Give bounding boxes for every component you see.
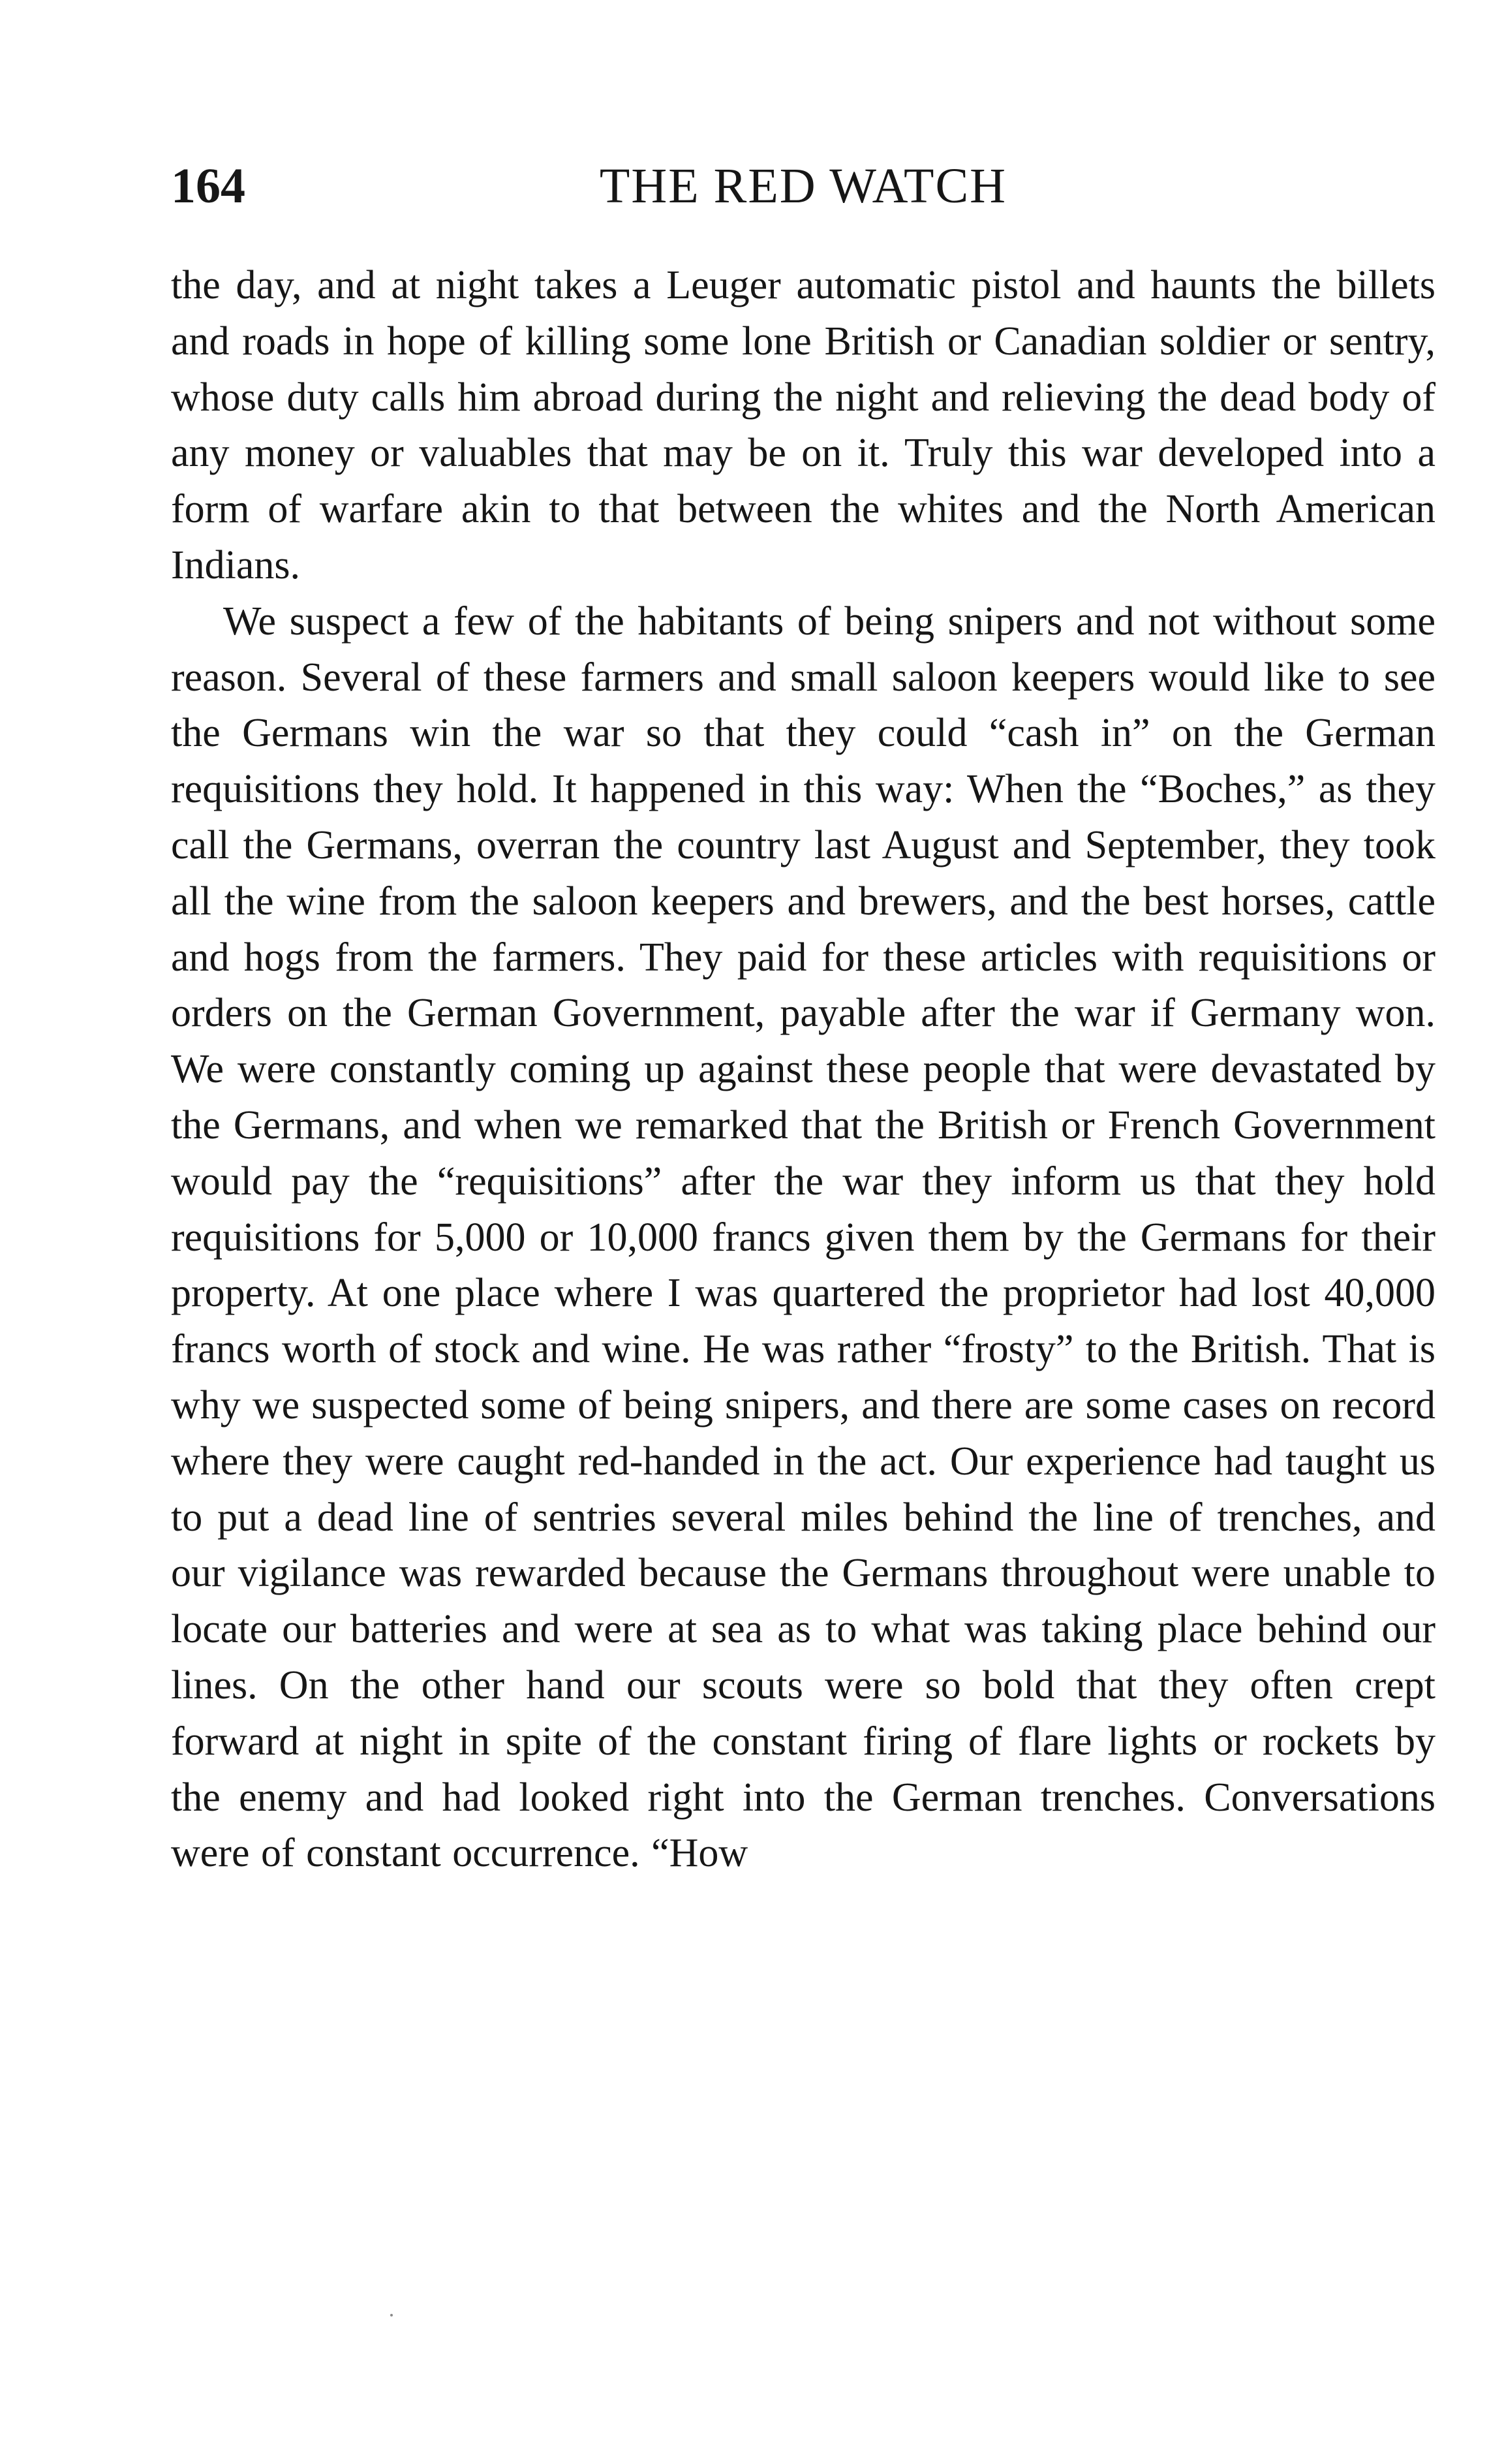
running-head: [171, 157, 1435, 215]
page-number: 164: [171, 159, 245, 213]
paper-speck: [390, 2314, 393, 2316]
paragraph-snipers: We suspect a few of the habitants of being snipers and not without some reason. Several of these farmers and small saloon keepers would like to see the Germans win the war so that they could “cash in” on the German requisitions they hold. It happened in this way: When the “Boches,” as they call the Germans, overran the country last August and September, they took all the wine from the saloon keepers and brewers, and the best horses, cattle and hogs from the farmers. They paid for these articles with requisitions or orders on the German Government, payable after the war if Germany won. We were constantly coming up against these people that were devastated by the Germans, and when we remarked that the British or French Government would pay the “requisitions” after the war they inform us that they hold requisitions for 5,000 or 10,000 francs given them by the Germans for their property. At one place where I was quartered the proprietor had lost 40,000 francs worth of stock and wine. He was rather “frosty” to the British. That is why we suspected some of being snipers, and there are some cases on record where they were caught red-handed in the act. Our experience had taught us to put a dead line of sentries several miles behind the line of trenches, and our vigilance was rewarded because the Germans throughout were unable to locate our batteries and were at sea as to what was taking place behind our lines. On the other hand our scouts were so bold that they often crept forward at night in spite of the constant firing of flare lights or rockets by the enemy and had looked right into the German trenches. Conversations were of constant occurrence. “How: [171, 599, 1435, 1876]
body-text: [171, 258, 1435, 1882]
paragraph-continued: the day, and at night takes a Leuger automatic pistol and haunts the billets and roads in hope of killing some lone British or Canadian soldier or sentry, whose duty calls him abroad during the night and relieving the dead body of any money or valuables that may be on it. Truly this war developed into a form of warfare akin to that between the whites and the North American Indians.: [171, 263, 1435, 587]
running-title: THE RED WATCH: [599, 159, 1007, 213]
